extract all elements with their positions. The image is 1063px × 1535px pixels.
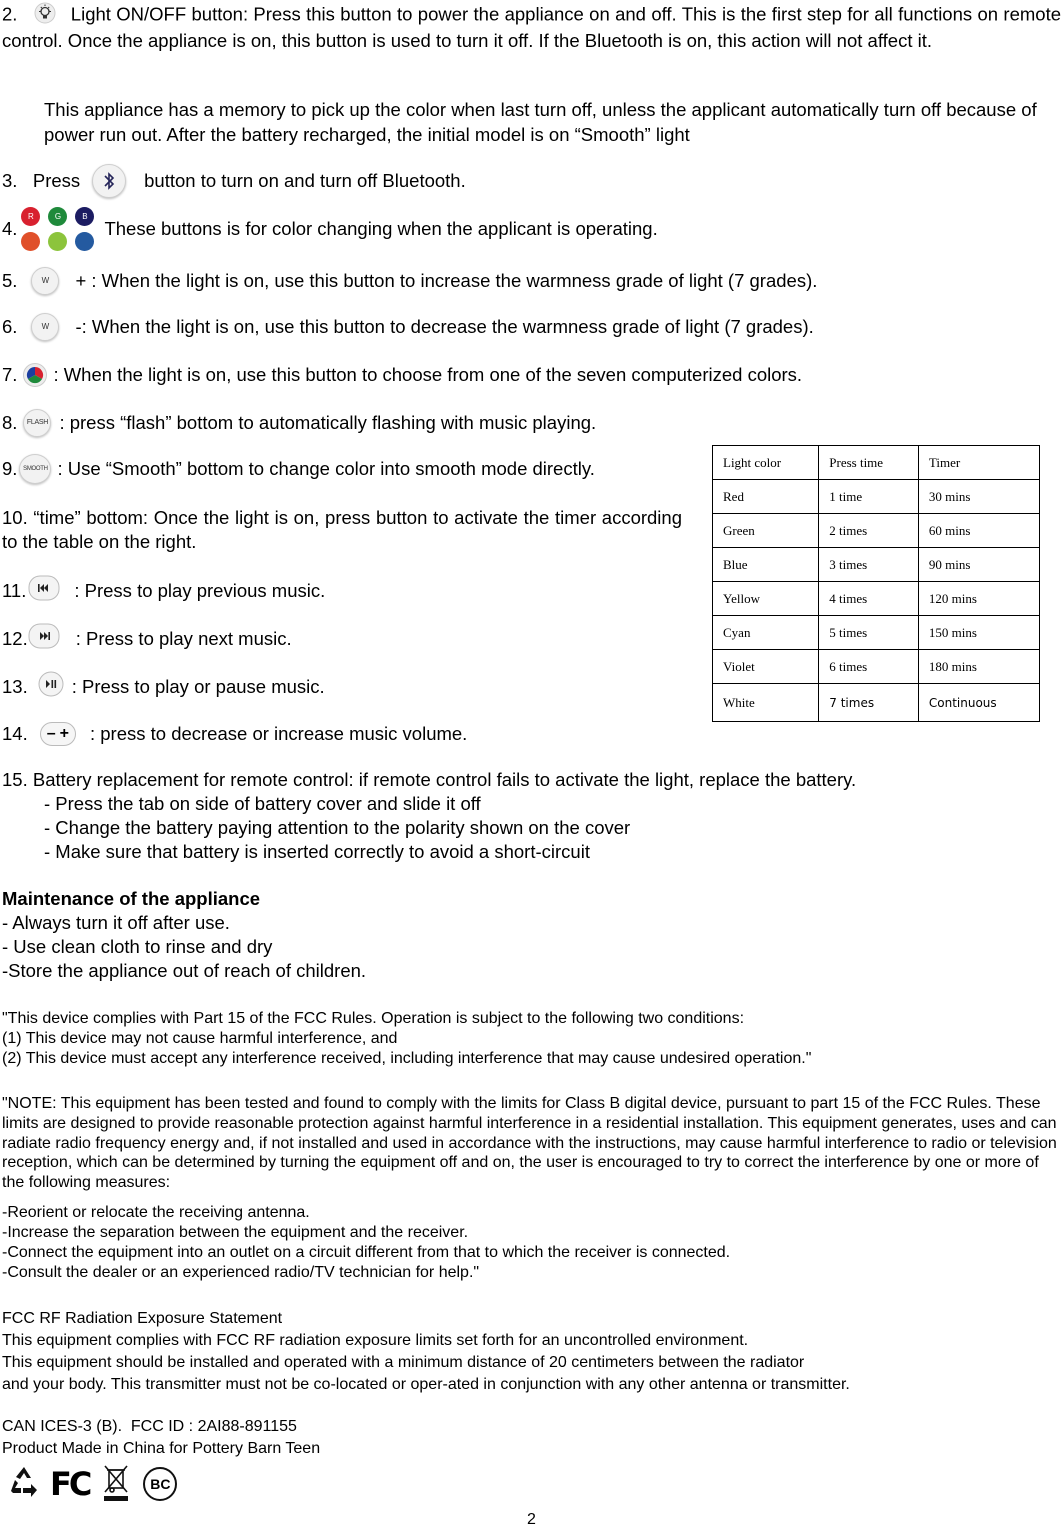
measure-4: -Consult the dealer or an experienced radio/TV technician for help." xyxy=(2,1264,480,1281)
volume-down-button[interactable]: – xyxy=(46,725,56,742)
ids-line-2: Product Made in China for Pottery Barn Teen xyxy=(2,1440,321,1457)
item-4 xyxy=(2,203,658,255)
item-13 xyxy=(2,670,325,704)
table-row xyxy=(713,582,1040,616)
item-8 xyxy=(2,406,596,440)
item-8-text: : press “flash” bottom to automatically flashing with music playing. xyxy=(59,412,597,433)
item-11 xyxy=(2,574,325,608)
fc-logo: FC xyxy=(50,1465,90,1503)
item-7-text: : When the light is on, use this button to choose from one of the seven computerized colors. xyxy=(53,364,803,385)
item-13-text: : Press to play or pause music. xyxy=(71,676,325,697)
cell-color: Red xyxy=(713,480,819,514)
memory-note: This appliance has a memory to pick up the color when last turn off, unless the applicant automatically turn off because of power run out. After the battery recharged, the initial model is on “Smooth” light xyxy=(44,99,1037,145)
item-5-number: 5. xyxy=(2,270,18,291)
battery-step-2: - Change the battery paying attention to the polarity shown on the cover xyxy=(44,817,631,838)
compliance-logos xyxy=(6,1462,177,1506)
measure-2: -Increase the separation between the equipment and the receiver. xyxy=(2,1224,469,1241)
cell-timer: 180 mins xyxy=(918,650,1039,684)
bluetooth-button-icon[interactable] xyxy=(92,164,126,198)
weee-bin-icon xyxy=(101,1462,131,1507)
item-11-text: : Press to play previous music. xyxy=(74,580,326,601)
item-7-number: 7. xyxy=(2,364,18,385)
cell-color: White xyxy=(713,684,819,722)
item-5 xyxy=(2,264,817,298)
timer-table-header xyxy=(713,446,1040,480)
measure-3: -Connect the equipment into an outlet on a circuit different from that to which the receiver is connected. xyxy=(2,1244,731,1261)
timer-table-body xyxy=(713,446,1040,722)
lime-button[interactable] xyxy=(48,232,67,251)
cell-color: Cyan xyxy=(713,616,819,650)
rf-title: FCC RF Radiation Exposure Statement xyxy=(2,1310,283,1327)
blue-button[interactable]: B xyxy=(75,207,94,226)
rf-line-1: This equipment complies with FCC RF radiation exposure limits set forth for an uncontrolled environment. xyxy=(2,1332,749,1349)
warm-plus-button[interactable]: W xyxy=(31,267,59,295)
item-9-number: 9. xyxy=(2,458,18,479)
item-12 xyxy=(2,622,292,656)
warm-minus-button[interactable]: W xyxy=(31,313,59,341)
timer-table xyxy=(712,445,1040,722)
item-5-text: + : When the light is on, use this button to increase the warmness grade of light (7 grades). xyxy=(75,270,818,291)
table-row xyxy=(713,684,1040,722)
item-14-text: : press to decrease or increase music volume. xyxy=(89,723,468,744)
item-9 xyxy=(2,452,595,486)
item-6-text: -: When the light is on, use this button to decrease the warmness grade of light (7 grades). xyxy=(75,316,814,337)
maintenance-title: Maintenance of the appliance xyxy=(2,888,261,909)
maintenance-line-3: -Store the appliance out of reach of children. xyxy=(2,960,367,981)
header-light-color: Light color xyxy=(713,446,819,480)
item-11-number: 11. xyxy=(2,580,27,601)
item-15: 15. Battery replacement for remote control: if remote control fails to activate the light, replace the battery. xyxy=(2,769,857,790)
item-7 xyxy=(2,358,802,392)
item-2 xyxy=(2,2,1061,52)
color-buttons-grid xyxy=(21,207,94,251)
ids-line-1: CAN ICES-3 (B). FCC ID : 2AI88-891155 xyxy=(2,1418,297,1435)
item-14-number: 14. xyxy=(2,723,28,744)
cell-timer: 90 mins xyxy=(918,548,1039,582)
item-12-text: : Press to play next music. xyxy=(75,628,292,649)
fcc-note: "NOTE: This equipment has been tested and found to comply with the limits for Class B digital device, pursuant to part 15 of the FCC Rules. These limits are designed to provide reasonable protection against harmful interference in a residential installation. This equipment generates, uses and can radiate radio frequency energy and, if not installed and used in accordance with the instructions, may cause harmful interference to radio or television reception, which can be determined by turning the equipment off and on, the user is encouraged to try to correct the interference by one or more of the following measures: xyxy=(2,1095,1057,1192)
light-bulb-icon[interactable] xyxy=(31,2,59,29)
item-3 xyxy=(2,160,466,202)
cell-timer: 60 mins xyxy=(918,514,1039,548)
cell-press: 5 times xyxy=(819,616,919,650)
measure-1: -Reorient or relocate the receiving antenna. xyxy=(2,1204,310,1221)
item-9-text: : Use “Smooth” bottom to change color into smooth mode directly. xyxy=(57,458,595,479)
cell-timer: 150 mins xyxy=(918,616,1039,650)
cell-timer: Continuous xyxy=(918,684,1039,722)
page-number: 2 xyxy=(527,1511,536,1528)
fcc-line-1: "This device complies with Part 15 of the FCC Rules. Operation is subject to the following two conditions: xyxy=(2,1010,745,1027)
cell-timer: 120 mins xyxy=(918,582,1039,616)
cell-color: Violet xyxy=(713,650,819,684)
green-button[interactable]: G xyxy=(48,207,67,226)
item-3-pre: 3. Press xyxy=(2,170,81,191)
orange-button[interactable] xyxy=(21,232,40,251)
flash-button[interactable]: FLASH xyxy=(23,409,51,437)
navy-button[interactable] xyxy=(75,232,94,251)
cell-color: Yellow xyxy=(713,582,819,616)
previous-track-icon[interactable] xyxy=(28,575,60,607)
battery-step-3: - Make sure that battery is inserted correctly to avoid a short-circuit xyxy=(44,841,590,862)
cell-color: Blue xyxy=(713,548,819,582)
cell-press: 7 times xyxy=(819,684,919,722)
cell-press: 4 times xyxy=(819,582,919,616)
volume-buttons xyxy=(40,722,76,746)
item-12-number: 12. xyxy=(2,628,28,649)
cell-press: 2 times xyxy=(819,514,919,548)
red-button[interactable]: R xyxy=(21,207,40,226)
item-4-text: These buttons is for color changing when the applicant is operating. xyxy=(104,218,658,239)
item-13-number: 13. xyxy=(2,676,28,697)
cell-color: Green xyxy=(713,514,819,548)
rf-line-2: This equipment should be installed and operated with a minimum distance of 20 centimeters between the radiator xyxy=(2,1354,805,1371)
item-2-number: 2. xyxy=(2,3,18,25)
color-wheel-button-icon[interactable] xyxy=(23,363,47,387)
header-timer: Timer xyxy=(918,446,1039,480)
table-row xyxy=(713,650,1040,684)
item-10: 10. “time” bottom: Once the light is on, press button to activate the timer according to the table on the right. xyxy=(2,507,682,552)
table-row xyxy=(713,548,1040,582)
cell-press: 1 time xyxy=(819,480,919,514)
item-2-text: Light ON/OFF button: Press this button to power the appliance on and off. This is the first step for all functions on remote control. Once the appliance is on, this button is used to turn it off. If the Bluetooth is on, this action will not affect it. xyxy=(2,3,1061,51)
fcc-line-3: (2) This device must accept any interference received, including interference that may cause undesired operation." xyxy=(2,1050,812,1067)
bc-logo: BC xyxy=(143,1467,177,1501)
item-8-number: 8. xyxy=(2,412,18,433)
header-press-time: Press time xyxy=(819,446,919,480)
table-row xyxy=(713,616,1040,650)
cell-timer: 30 mins xyxy=(918,480,1039,514)
item-6 xyxy=(2,310,814,344)
battery-step-1: - Press the tab on side of battery cover and slide it off xyxy=(44,793,481,814)
recycle-icon xyxy=(6,1464,42,1505)
play-pause-icon[interactable] xyxy=(38,671,64,703)
volume-up-button[interactable]: + xyxy=(59,725,69,742)
maintenance-line-1: - Always turn it off after use. xyxy=(2,912,230,933)
maintenance-line-2: - Use clean cloth to rinse and dry xyxy=(2,936,273,957)
item-3-text: button to turn on and turn off Bluetooth. xyxy=(144,170,466,191)
next-track-icon[interactable] xyxy=(28,623,60,655)
item-6-number: 6. xyxy=(2,316,18,337)
table-row xyxy=(713,514,1040,548)
cell-press: 6 times xyxy=(819,650,919,684)
table-row xyxy=(713,480,1040,514)
smooth-button[interactable]: SMOOTH xyxy=(19,454,51,484)
item-14 xyxy=(2,717,467,751)
rf-line-3: and your body. This transmitter must not be co-located or oper-ated in conjunction with any other antenna or transmitter. xyxy=(2,1376,850,1393)
fcc-line-2: (1) This device may not cause harmful interference, and xyxy=(2,1030,398,1047)
item-4-number: 4. xyxy=(2,218,18,239)
cell-press: 3 times xyxy=(819,548,919,582)
